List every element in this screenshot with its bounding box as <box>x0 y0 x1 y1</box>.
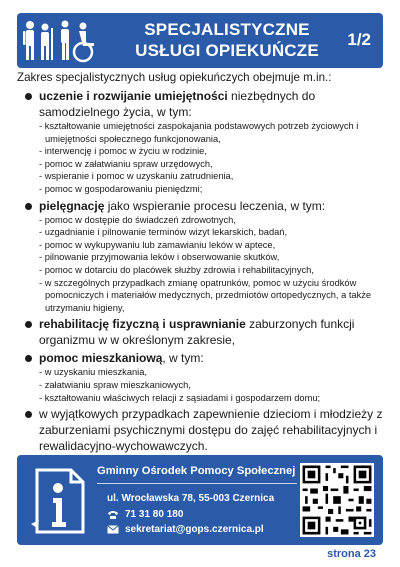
sub-item: - pilnowanie przyjmowania leków i obserwowanie skutków, <box>17 251 387 264</box>
item-lead: pomoc mieszkaniową <box>39 351 163 366</box>
sub-item: - interwencję i pomoc w życiu w rodzinie, <box>17 145 387 158</box>
list-item <box>17 406 387 454</box>
people-disability-icon <box>21 18 101 64</box>
footer-contact <box>17 455 383 545</box>
item-text: jako wspieranie procesu leczenia, w tym: <box>104 198 326 213</box>
sub-list <box>17 120 387 196</box>
intro-text: Zakres specjalistycznych usług opiekuńczych obejmuje m.in.: <box>17 71 332 84</box>
page-fraction: 1/2 <box>347 30 371 49</box>
sub-item: - kształtowaniu właściwych relacji z sąsiadami i gospodarzem domu; <box>17 392 387 405</box>
sub-item: - w uzyskaniu mieszkania, <box>17 366 387 379</box>
sub-item: - pomoc w gospodarowaniu pieniędzmi; <box>17 183 387 196</box>
header-banner <box>17 13 383 68</box>
list-item <box>17 316 387 348</box>
sub-item: - załatwianiu spraw mieszkaniowych, <box>17 379 387 392</box>
item-lead: rehabilitację fizyczną i usprawnianie <box>39 317 246 332</box>
address: ul. Wrocławska 78, 55-003 Czernica <box>107 493 275 504</box>
item-text: zaburzonych funkcji organizmu w w określonym zakresie, <box>39 317 355 348</box>
bullet-icon <box>25 355 32 362</box>
item-text: w wyjątkowych przypadkach zapewnienie dzieciom i młodzieży z zaburzeniami psychicznymi dostępu do zajęć rehabilitacyjnych i rewalidacyjno-wychowawczych. <box>39 407 383 454</box>
sub-list <box>17 366 387 404</box>
sub-item: - pomoc w załatwianiu spraw urzędowych, <box>17 158 387 171</box>
sub-item: - pomoc w dotarciu do placówek służby zdrowia i rehabilitacyjnych, <box>17 264 387 277</box>
phone-icon <box>107 510 119 520</box>
phone-number[interactable]: 71 31 80 180 <box>125 509 184 520</box>
info-document-icon <box>27 466 89 536</box>
sub-item: - kształtowanie umiejętności zaspokajania podstawowych potrzeb życiowych i umiejętności społecznego funkcjonowania, <box>17 120 387 145</box>
bullet-icon <box>25 203 32 210</box>
bullet-icon <box>25 93 32 100</box>
sub-item: - uzgadnianie i pilnowanie terminów wizyt lekarskich, badań, <box>17 226 387 239</box>
phone-row <box>107 509 183 520</box>
sub-item: - wspieranie i pomoc w uzyskaniu zatrudnienia, <box>17 170 387 183</box>
list-item <box>17 198 387 214</box>
title-line-2: USŁUGI OPIEKUŃCZE <box>135 41 319 60</box>
services-list <box>17 86 387 454</box>
item-lead: uczenie i rozwijanie umiejętności <box>39 89 228 103</box>
bullet-icon <box>25 411 32 418</box>
sub-item: - w szczególnych przypadkach zmianę opatrunków, pomoc w użyciu środków pomocniczych i materiałów medycznych, przedmiotów ortopedycznych, a także utrzymaniu higieny, <box>17 277 387 315</box>
bullet-icon <box>25 321 32 328</box>
item-text: , w tym: <box>162 351 204 366</box>
org-name: Gminny Ośrodek Pomocy Społecznej <box>97 465 296 477</box>
divider <box>97 483 297 484</box>
email-link[interactable]: sekretariat@gops.czernica.pl <box>125 524 264 535</box>
sub-item: - pomoc w wykupywaniu lub zamawianiu leków w aptece, <box>17 239 387 252</box>
sub-list <box>17 214 387 315</box>
page-title <box>109 19 345 61</box>
envelope-icon <box>107 525 119 534</box>
qr-code[interactable] <box>300 463 374 537</box>
sub-item: - pomoc w dostępie do świadczeń zdrowotnych, <box>17 214 387 227</box>
item-text: niezbędnych do samodzielnego życia, w tym: <box>39 89 316 119</box>
email-row <box>107 524 264 535</box>
list-item <box>17 350 387 366</box>
title-line-1: SPECJALISTYCZNE <box>144 20 310 39</box>
list-item <box>17 88 387 120</box>
item-lead: pielęgnację <box>39 198 105 213</box>
page-number: strona 23 <box>327 548 376 560</box>
